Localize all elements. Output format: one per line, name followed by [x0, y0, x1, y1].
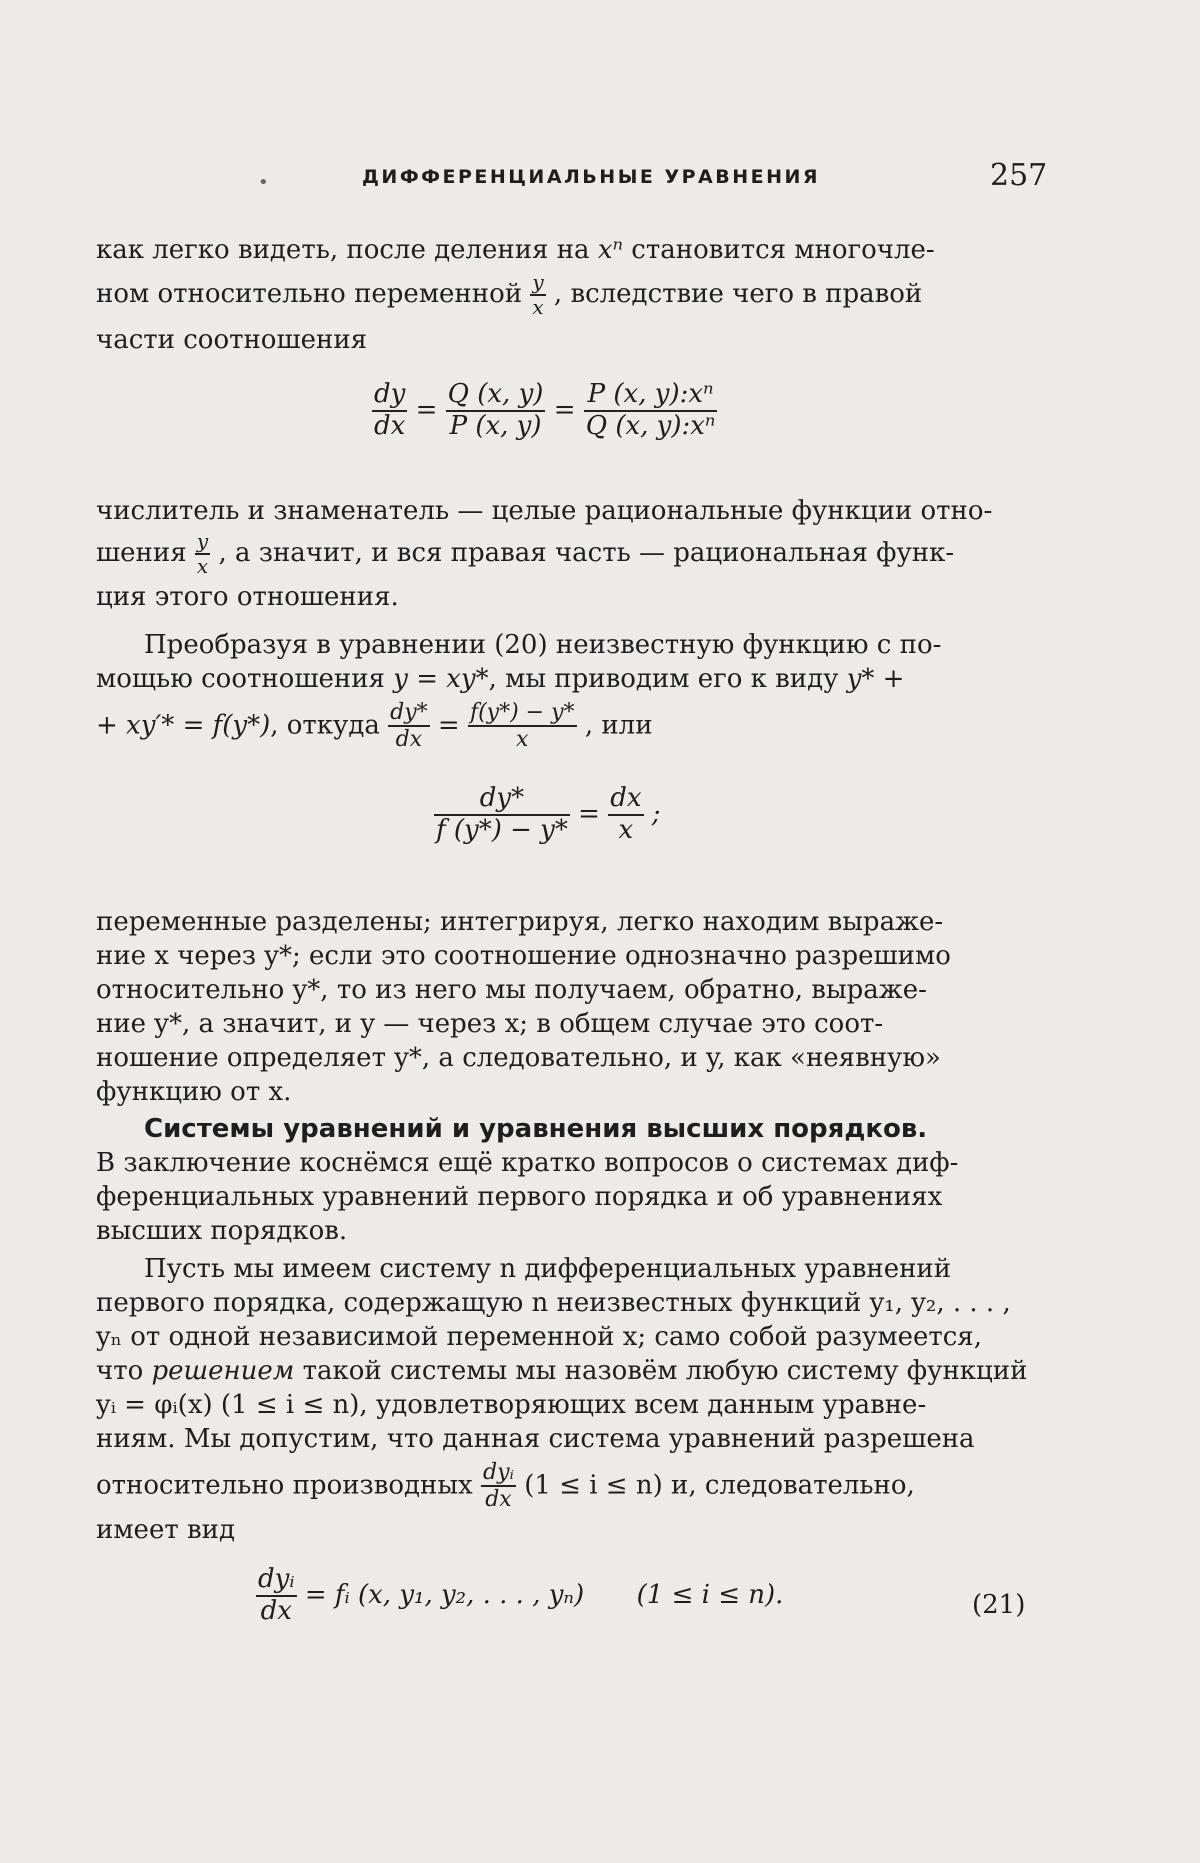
equation-inline: y = xy*: [393, 664, 489, 694]
frac-num: dy: [372, 380, 407, 412]
text-span: ном относительно переменной: [96, 279, 523, 309]
fraction: [372, 380, 407, 442]
text-line: Пусть мы имеем систему n дифференциальных уравнений: [144, 1254, 952, 1284]
formula-separated: $\frac{dy*}{f (y*) - y*}$ = $\frac{dx}{x}$ ;: [436, 783, 661, 845]
text-line: [96, 1354, 1046, 1388]
paragraph-4: [96, 905, 1046, 1109]
formula-dy-dx: $\frac{dy}{dx}$ = $\frac{Q (x, y)}{P (x, y)}$ = $\frac{\text{P (x, y):xⁿ}}{\text{Q (x, y):xⁿ}}$: [374, 379, 716, 441]
text-line: ние y*, а значит, и y — через x; в общем случае это соот-: [96, 1009, 884, 1039]
frac-den: dx: [395, 727, 423, 753]
frac-num: Q (x, y): [446, 380, 546, 412]
text-span: , мы приводим его к виду: [488, 664, 839, 694]
frac-den: x: [532, 295, 544, 319]
fraction: [468, 700, 577, 753]
text-line: ношение определяет y*, а следовательно, и y, как «неявную»: [96, 1043, 941, 1073]
text-span: такой системы мы назовём любую систему функций: [302, 1356, 1028, 1386]
frac-den: dx: [485, 1487, 512, 1513]
running-title: ДИФФЕРЕНЦИАЛЬНЫЕ УРАВНЕНИЯ: [362, 166, 821, 188]
text-line: [96, 530, 1046, 578]
text-line: числитель и знаменатель — целые рациональные функции отно-: [96, 496, 993, 526]
fraction: [446, 380, 546, 442]
paragraph-6: [96, 1252, 1046, 1547]
text-line: + xy′* = f(y*), откуда $\frac{dy*}{dx}$ = $\frac{f(y*) - y*}{x}$ , или: [96, 700, 653, 753]
text-line: [96, 662, 1046, 696]
frac-num: P (x, y):xⁿ: [584, 380, 718, 412]
text-line: первого порядка, содержащую n неизвестных функций y₁, y₂, . . . ,: [96, 1288, 1011, 1318]
emphasis-term: решением: [151, 1356, 295, 1386]
page-number: 257: [990, 158, 1048, 193]
fraction-y-over-x: [195, 530, 210, 578]
frac-num: f(y*) − y*: [468, 700, 577, 727]
text-span: , а значит, и вся правая часть — рациональная функ-: [218, 538, 955, 568]
text-line: ниям. Мы допустим, что данная система уравнений разрешена: [96, 1424, 975, 1454]
text-line: части соотношения: [96, 325, 368, 355]
formula-rhs: = fᵢ (x, y₁, y₂, . . . , yₙ): [304, 1579, 585, 1610]
frac-den: P (x, y): [449, 410, 542, 441]
text-span: , или: [584, 710, 653, 741]
text-span: относительно производных: [96, 1470, 473, 1501]
equation-inline: y* +: [846, 664, 905, 694]
fraction: [434, 784, 570, 846]
frac-num: y: [196, 529, 209, 553]
frac-den: x: [196, 554, 209, 578]
fraction-y-over-x: [530, 271, 545, 319]
fraction: [584, 380, 718, 442]
section-heading: Системы уравнений и уравнения высших порядков.: [144, 1114, 928, 1144]
text-line: В заключение коснёмся ещё кратко вопросов о системах диф-: [96, 1148, 959, 1178]
text-span: (1 ≤ i ≤ n) и, следовательно,: [524, 1470, 915, 1501]
text-line: относительно y*, то из него мы получаем, обратно, выраже-: [96, 975, 927, 1005]
formula-system: [256, 1565, 783, 1627]
fraction: [388, 700, 430, 753]
frac-den: x: [516, 727, 529, 753]
frac-num: dy*: [434, 784, 570, 816]
text-line: Преобразуя в уравнении (20) неизвестную функцию с по-: [144, 630, 942, 660]
text-line: ференциальных уравнений первого порядка и об уравнениях: [96, 1182, 943, 1212]
fraction: [481, 1460, 516, 1513]
text-span: как легко видеть, после деления на: [96, 235, 590, 265]
text-span: , вследствие чего в правой: [553, 279, 923, 309]
text-span: , откуда: [270, 710, 380, 741]
frac-den: Q (x, y):xⁿ: [585, 410, 716, 441]
frac-num: y: [532, 270, 544, 294]
frac-num: dx: [608, 784, 643, 816]
text-line: yᵢ = φᵢ(x) (1 ≤ i ≤ n), удовлетворяющих всем данным уравне-: [96, 1390, 927, 1420]
formula-condition: (1 ≤ i ≤ n).: [636, 1579, 784, 1610]
text-line: ция этого отношения.: [96, 582, 399, 612]
frac-den: dx: [260, 1595, 292, 1626]
equation-number: (21): [972, 1590, 1026, 1620]
frac-den: x: [618, 814, 634, 845]
text-line: ние x через y*; если это соотношение однозначно разрешимо: [96, 941, 951, 971]
text-line: [96, 271, 1046, 319]
text-span: что: [96, 1356, 144, 1386]
text-span: шения: [96, 538, 187, 568]
fraction: [608, 784, 643, 846]
frac-num: dyᵢ: [256, 1565, 297, 1597]
text-span: мощью соотношения: [96, 664, 385, 694]
frac-den: dx: [374, 410, 406, 441]
page-header: [0, 158, 1200, 198]
text-line: yₙ от одной независимой переменной x; само собой разумеется,: [96, 1322, 982, 1352]
text-line: переменные разделены; интегрируя, легко находим выраже-: [96, 907, 944, 937]
fraction: [256, 1565, 297, 1627]
text-span: становится многочле-: [631, 235, 935, 265]
text-line: [96, 1460, 1046, 1513]
header-dot: •: [258, 172, 269, 193]
var-xn: xⁿ: [597, 235, 624, 265]
frac-num: dy*: [388, 700, 430, 727]
equation-inline: + xy′* = f(y*): [96, 710, 271, 741]
text-span: ;: [651, 798, 661, 829]
text-line: имеет вид: [96, 1514, 235, 1545]
frac-num: dyᵢ: [481, 1460, 516, 1487]
paragraph-1: [96, 233, 1046, 357]
paragraph-2: [96, 494, 1046, 614]
paragraph-3: [96, 628, 1046, 753]
text-line: высших порядков.: [96, 1216, 348, 1246]
frac-den: f (y*) − y*: [436, 814, 568, 845]
text-line: функцию от x.: [96, 1077, 292, 1107]
paragraph-5: [96, 1112, 1046, 1248]
text-line: [96, 233, 1046, 267]
